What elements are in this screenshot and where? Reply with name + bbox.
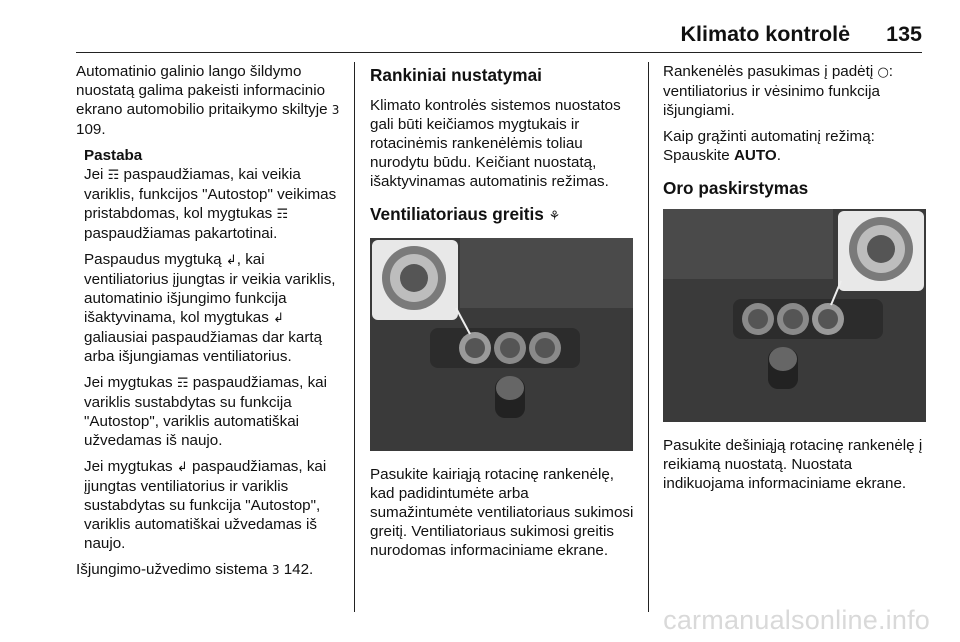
fan-control-photo bbox=[370, 238, 633, 451]
note3-text-b: paspaudžiamas, kai variklis sustabdytas su funkcija "Autostop", variklis automatiškai užvedamas iš naujo. bbox=[84, 374, 327, 449]
column-right bbox=[663, 62, 927, 500]
note-paragraph-4 bbox=[84, 457, 346, 553]
note2-text-c: galiausiai paspaudžiamas dar kartą arba išjungiamas ventiliatorius. bbox=[84, 329, 323, 365]
note4-text-b: paspaudžiamas, kai įjungtas ventiliatorius ir variklis sustabdytas su funkcija "Autostop", variklis automatiškai užvedamas iš naujo. bbox=[84, 458, 327, 552]
fan-off-text-b: : ventiliatorius ir vėsinimo funkcija išjungiami. bbox=[663, 63, 894, 119]
rear-defrost-icon: ☶ bbox=[176, 376, 189, 391]
recirculation-icon: ↲ bbox=[225, 253, 237, 268]
auto-mode-paragraph bbox=[663, 127, 927, 165]
rear-defrost-icon: ☶ bbox=[107, 168, 120, 183]
header-rule bbox=[76, 52, 922, 53]
section-heading: Rankiniai nustatymai bbox=[370, 65, 542, 85]
note3-text-a: Jei mygtukas bbox=[84, 374, 173, 391]
intro-ref[interactable]: 109. bbox=[76, 121, 106, 138]
recirculation-icon: ↲ bbox=[273, 311, 284, 326]
note-paragraph-3 bbox=[84, 373, 346, 450]
auto-button-label: AUTO bbox=[733, 147, 777, 164]
fan-off-paragraph bbox=[663, 62, 927, 120]
auto-mode-end: . bbox=[776, 147, 781, 164]
manual-settings-paragraph: Klimato kontrolės sistemos nuostatos gali būti keičiamos mygtukais ir rotacinėmis rankenėlėmis toliau nurodytu būdu. Keičiant nuostatą, išaktyvinamas automatinis režimas. bbox=[370, 97, 621, 190]
note2-text-a: Paspaudus mygtuką bbox=[84, 251, 222, 268]
note1-text-c: paspaudžiamas pakartotinai. bbox=[84, 225, 278, 242]
note1-text-a: Jei bbox=[84, 166, 104, 183]
note-block bbox=[76, 146, 346, 553]
note-paragraph-1 bbox=[84, 165, 346, 243]
page-header bbox=[76, 22, 922, 47]
note2-text-b: , kai ventiliatorius įjungtas ir veikia variklis, automatinio išjungimo funkcija išaktyvinama, kol mygtukas bbox=[84, 251, 336, 326]
footer-text: Išjungimo-užvedimo sistema bbox=[76, 561, 268, 578]
note4-text-a: Jei mygtukas bbox=[84, 458, 173, 475]
fan-speed-heading bbox=[370, 203, 634, 228]
ref-arrow-icon: 3 bbox=[271, 563, 280, 577]
dashboard-illustration bbox=[370, 238, 633, 451]
column-left bbox=[76, 62, 346, 587]
auto-mode-text: Kaip grąžinti automatinį režimą: Spauskite bbox=[663, 128, 875, 164]
air-distribution-heading: Oro paskirstymas bbox=[663, 178, 809, 198]
intro-paragraph bbox=[76, 62, 346, 139]
air-distribution-photo bbox=[663, 209, 926, 422]
ref-arrow-icon: 3 bbox=[331, 103, 340, 117]
watermark: carmanualsonline.info bbox=[663, 605, 930, 635]
intro-text: Automatinio galinio lango šildymo nuostatą galima pakeisti informacinio ekrano automobilio pritaikymo skiltyje bbox=[76, 63, 328, 118]
note1-text-b: paspaudžiamas, kai veikia variklis, funkcijos "Autostop" veikimas pristabdomas, kol mygtukas bbox=[84, 166, 337, 222]
fan-speed-caption: Pasukite kairiąją rotacinę rankenėlę, kad padidintumėte arba sumažintumėte ventiliatoriaus sukimosi greitį. Ventiliatoriaus sukimosi greitis nurodomas informaciniame ekrane. bbox=[370, 466, 634, 559]
off-circle-icon: ○ bbox=[877, 65, 889, 80]
column-divider-1 bbox=[354, 62, 355, 612]
page-number: 135 bbox=[886, 22, 922, 46]
note-title: Pastaba bbox=[84, 147, 143, 164]
page-title: Klimato kontrolė bbox=[680, 22, 851, 46]
footer-ref[interactable]: 142. bbox=[283, 561, 314, 578]
footer-paragraph bbox=[76, 560, 346, 580]
rear-defrost-icon: ☶ bbox=[276, 207, 289, 222]
column-divider-2 bbox=[648, 62, 649, 612]
air-distribution-caption: Pasukite dešiniąją rotacinę rankenėlę į reikiamą nuostatą. Nuostata indikuojama informaciniame ekrane. bbox=[663, 437, 923, 492]
fan-speed-heading-text: Ventiliatoriaus greitis bbox=[370, 204, 544, 224]
fan-off-text-a: Rankenėlės pasukimas į padėtį bbox=[663, 63, 874, 80]
fan-icon: ⚘ bbox=[548, 209, 561, 224]
note-paragraph-2 bbox=[84, 250, 346, 366]
recirculation-icon: ↲ bbox=[176, 460, 188, 475]
dashboard-illustration bbox=[663, 209, 926, 422]
column-middle bbox=[370, 62, 634, 567]
